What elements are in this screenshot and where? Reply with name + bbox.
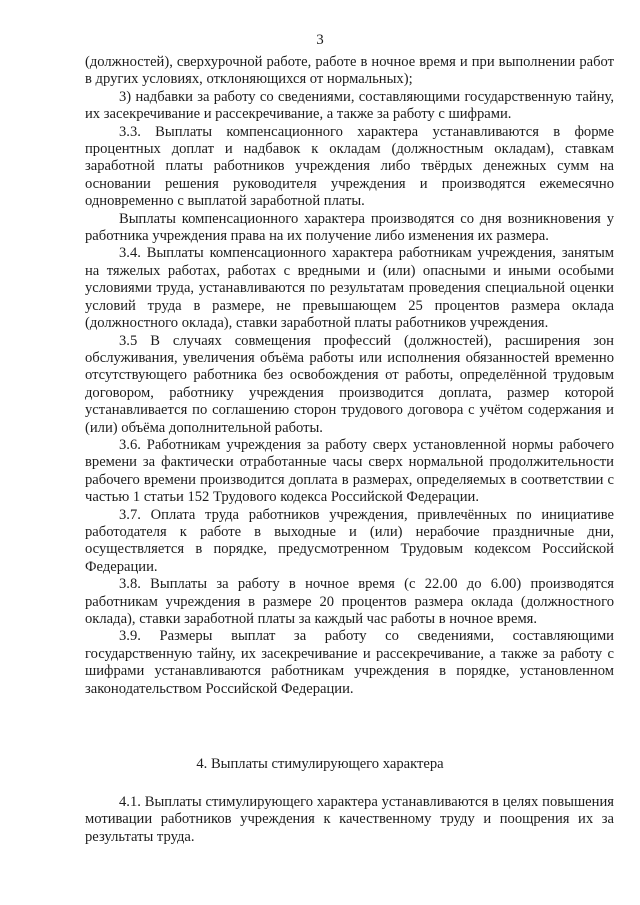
section-heading: 4. Выплаты стимулирующего характера: [196, 756, 444, 772]
section-body: [85, 794, 614, 846]
paragraph-3-7: 3.7. Оплата труда работников учреждения, привлечённых по инициативе работодателя к работе в выходные и (или) нерабочие праздничные дни, осуществляется в порядке, предусмотренном Трудовым кодексом Российской Федерации.: [85, 506, 614, 575]
paragraph-3-3: 3.3. Выплаты компенсационного характера устанавливаются в форме процентных доплат и надбавок к окладам (должностным окладам), ставкам заработной платы работников учреждения либо твёрдых денежных сумм на основании решения руководителя учреждения и производятся ежемесячно одновременно с выплатой заработной платы.: [85, 123, 614, 210]
paragraph-3-5: 3.5 В случаях совмещения профессий (должностей), расширения зон обслуживания, увеличения объёма работы или исполнения обязанностей временно отсутствующего работника без освобождения от работы, определённой трудовым договором, работнику учреждения производится доплата, размер которой устанавливается по соглашению сторон трудового договора с учётом содержания и (или) объёма дополнительной работы.: [85, 332, 614, 436]
paragraph-3-9: 3.9. Размеры выплат за работу со сведениями, составляющими государственную тайну, их засекречивание и рассекречивание, а также за работу с шифрами устанавливаются работникам учреждения в порядке, установленном законодательством Российской Федерации.: [85, 628, 614, 697]
document-body: [85, 54, 614, 698]
paragraph-3-6: 3.6. Работникам учреждения за работу сверх установленной нормы рабочего времени за фактически отработанные часы сверх нормальной продолжительности рабочего времени производится доплата в размерах, определяемых в соответствии с частью 1 статьи 152 Трудового кодекса Российской Федерации.: [85, 436, 614, 506]
page-number: 3: [316, 32, 324, 48]
paragraph-continuation: (должностей), сверхурочной работе, работе в ночное время и при выполнении работ в других условиях, отклоняющихся от нормальных);: [85, 54, 614, 88]
paragraph-3-8: 3.8. Выплаты за работу в ночное время (с 22.00 до 6.00) производятся работникам учреждения в размере 20 процентов размера оклада (должностного оклада), ставки заработной платы за каждый час работы в ночное время.: [85, 576, 614, 627]
paragraph-3-4: 3.4. Выплаты компенсационного характера работникам учреждения, занятым на тяжелых работах, работах с вредными и (или) опасными и иными особыми условиями труда, устанавливаются по результатам проведения специальной оценки условий труда в размере, не превышающем 25 процентов размера оклада (должностного оклада), ставки заработной платы работников учреждения.: [85, 245, 614, 332]
paragraph-item-3: 3) надбавки за работу со сведениями, составляющими государственную тайну, их засекречивание и рассекречивание, а также за работу с шифрами.: [85, 88, 614, 123]
paragraph-4-1: 4.1. Выплаты стимулирующего характера устанавливаются в целях повышения мотивации работников учреждения к качественному труду и поощрения их за результаты труда.: [85, 794, 614, 845]
paragraph-3-3-b: Выплаты компенсационного характера производятся со дня возникновения у работника учреждения права на их получение либо изменения их размера.: [85, 210, 614, 245]
